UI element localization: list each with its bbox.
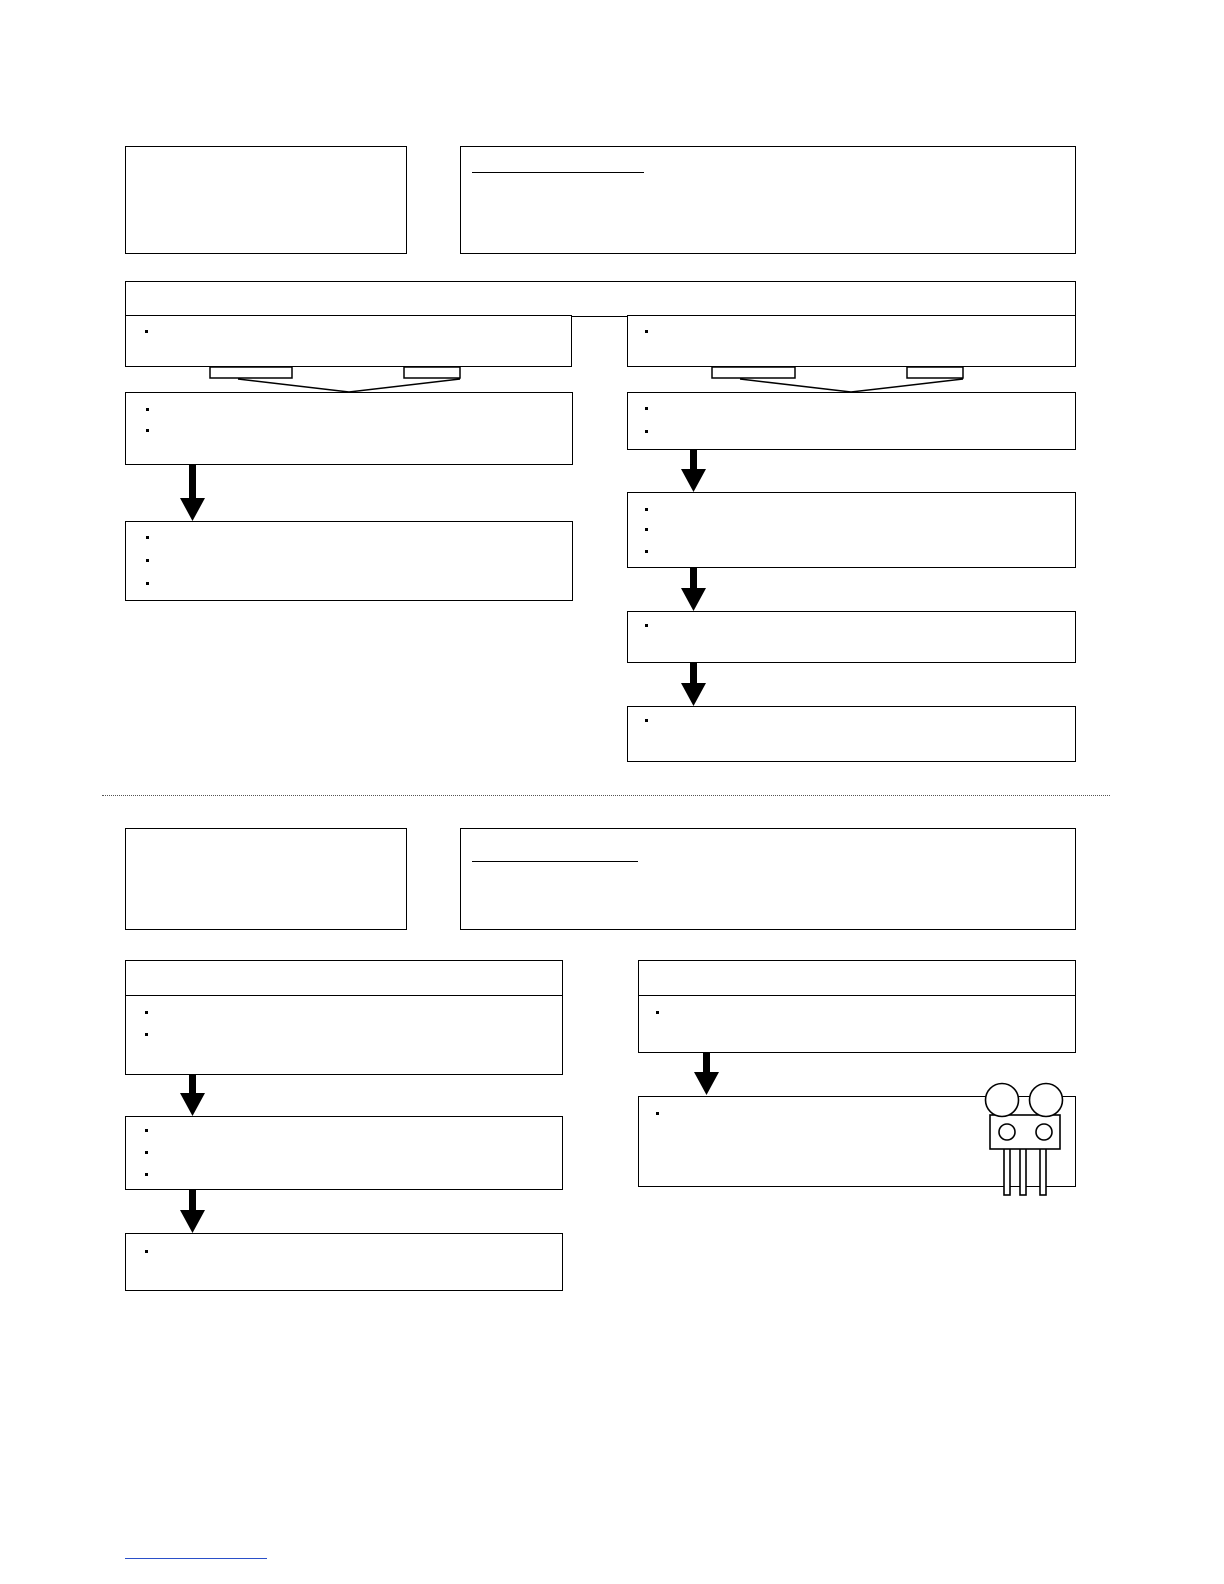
down-arrow: [694, 1053, 719, 1095]
down-arrow: [180, 465, 205, 521]
down-arrow: [180, 1190, 205, 1233]
lower-right-header: [638, 960, 1076, 997]
lower-description-box: [460, 828, 1076, 930]
bullet: [146, 536, 149, 539]
bullet: [645, 550, 648, 553]
merge-connector-right: [712, 367, 963, 392]
lower-right-step-2: [638, 1096, 1076, 1187]
lower-left-step-2: [125, 1116, 563, 1190]
bullet: [656, 1112, 659, 1115]
bullet: [146, 559, 149, 562]
bullet: [645, 430, 648, 433]
footer-rule: [125, 1558, 267, 1559]
bullet: [145, 330, 148, 333]
upper-left-step-1: [125, 315, 572, 367]
upper-header-bar: [125, 281, 1076, 317]
upper-right-step-4: [627, 611, 1076, 663]
bullet: [656, 1011, 659, 1014]
upper-label-box: [125, 146, 407, 254]
bullet: [146, 408, 149, 411]
bullet: [145, 1129, 148, 1132]
upper-description-box: [460, 146, 1076, 254]
lower-left-header: [125, 960, 563, 997]
lower-left-step-3: [125, 1233, 563, 1291]
bullet: [146, 582, 149, 585]
lower-left-step-1: [125, 995, 563, 1075]
bullet: [645, 330, 648, 333]
down-arrow: [681, 663, 706, 706]
bullet: [145, 1151, 148, 1154]
upper-right-step-2: [627, 392, 1076, 450]
merge-connector-left: [210, 367, 460, 392]
upper-right-step-1: [627, 315, 1076, 367]
bullet: [146, 429, 149, 432]
upper-right-step-3: [627, 492, 1076, 568]
bullet: [645, 508, 648, 511]
section-divider: [102, 795, 1110, 796]
down-arrow: [180, 1075, 205, 1116]
upper-left-step-3: [125, 521, 573, 601]
down-arrow: [681, 450, 706, 492]
bullet: [145, 1250, 148, 1253]
bullet: [145, 1033, 148, 1036]
lower-label-box: [125, 828, 407, 930]
bullet: [145, 1011, 148, 1014]
bullet: [645, 407, 648, 410]
bullet: [145, 1173, 148, 1176]
lower-title-underline: [472, 861, 638, 862]
bullet: [645, 624, 648, 627]
upper-left-step-2: [125, 392, 573, 465]
bullet: [645, 719, 648, 722]
down-arrow: [681, 568, 706, 611]
bullet: [645, 528, 648, 531]
upper-title-underline: [472, 172, 644, 173]
upper-right-step-5: [627, 706, 1076, 762]
lower-right-step-1: [638, 995, 1076, 1053]
